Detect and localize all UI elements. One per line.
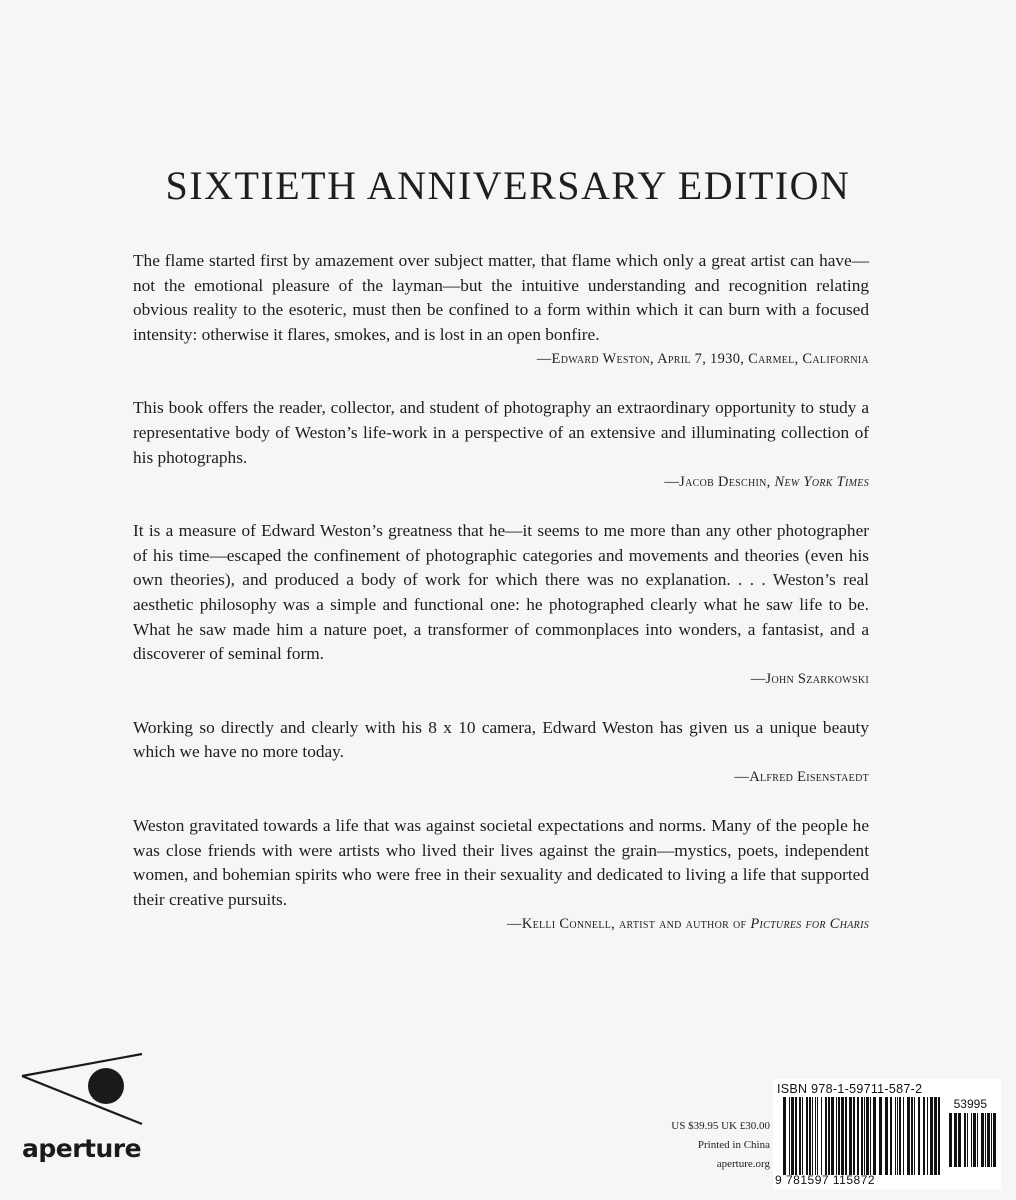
- quote-attribution: —Edward Weston, April 7, 1930, Carmel, California: [536, 351, 869, 368]
- addon-barcode-icon: [949, 1113, 997, 1185]
- quote-text: Working so directly and clearly with his 8 x 10 camera, Edward Weston has given us a unique beauty which we have no more today.: [133, 717, 869, 762]
- quote-deschin: [133, 396, 869, 494]
- quote-attribution: —Alfred Eisenstaedt: [734, 768, 869, 785]
- barcode-digits: 9 781597 115872: [775, 1173, 876, 1187]
- edition-title: SIXTIETH ANNIVERSARY EDITION: [165, 163, 851, 208]
- quote-weston: [133, 249, 869, 371]
- printed-in: Printed in China: [697, 1139, 770, 1151]
- quote-text: The flame started first by amazement over subject matter, that flame which only a great artist can have—not the emotional pleasure of the layman—but the intuitive understanding and recognition relating obvious reality to the esoteric, must then be confined to a form within which it can burn with a focused intensity: otherwise it flares, smokes, and is lost in an open bonfire.: [133, 251, 869, 344]
- quote-attribution: —Kelli Connell, artist and author of Pictures for Charis: [507, 916, 869, 933]
- price-block: [600, 1117, 770, 1174]
- aperture-mark-icon: [18, 1050, 148, 1128]
- quote-attribution: —Jacob Deschin, New York Times: [664, 474, 869, 491]
- quote-text: Weston gravitated towards a life that was against societal expectations and norms. Many of the people he was close friends with were artists who lived their lives against the grain—mystics, poets, independent women, and bohemian spirits who were free in their sexuality and dedicated to living a life that supported their creative pursuits.: [133, 815, 869, 909]
- price: US $39.95 UK £30.00: [671, 1120, 770, 1132]
- quote-eisenstaedt: [133, 716, 869, 789]
- publisher-name: aperture: [22, 1134, 142, 1163]
- isbn-number: ISBN 978-1-59711-587-2: [777, 1082, 923, 1096]
- aperture-logo: [18, 1050, 148, 1163]
- price-code: 53995: [953, 1097, 987, 1111]
- quotes-section: [133, 249, 869, 961]
- website: aperture.org: [716, 1158, 770, 1170]
- quote-attribution: —John Szarkowski: [750, 670, 869, 687]
- quote-text: This book offers the reader, collector, and student of photography an extraordinary opportunity to study a representative body of Weston’s life-work in a perspective of an extensive and illuminating collection of his photographs.: [133, 398, 869, 467]
- quote-connell: [133, 814, 869, 936]
- quote-szarkowski: [133, 519, 869, 691]
- quote-text: It is a measure of Edward Weston’s greatness that he—it seems to me more than any other photographer of his time—escaped the confinement of photographic categories and movements and theories (even his own theories), and produced a body of work for which there was no explanation. . . . Weston’s real aesthetic philosophy was a simple and functional one: he photographed clearly what he saw life to be. What he saw made him a nature poet, a transformer of commonplaces into wonders, a fantasist, and a discoverer of seminal form.: [133, 521, 869, 664]
- isbn-barcode: [773, 1079, 1001, 1189]
- main-barcode-icon: [783, 1097, 943, 1175]
